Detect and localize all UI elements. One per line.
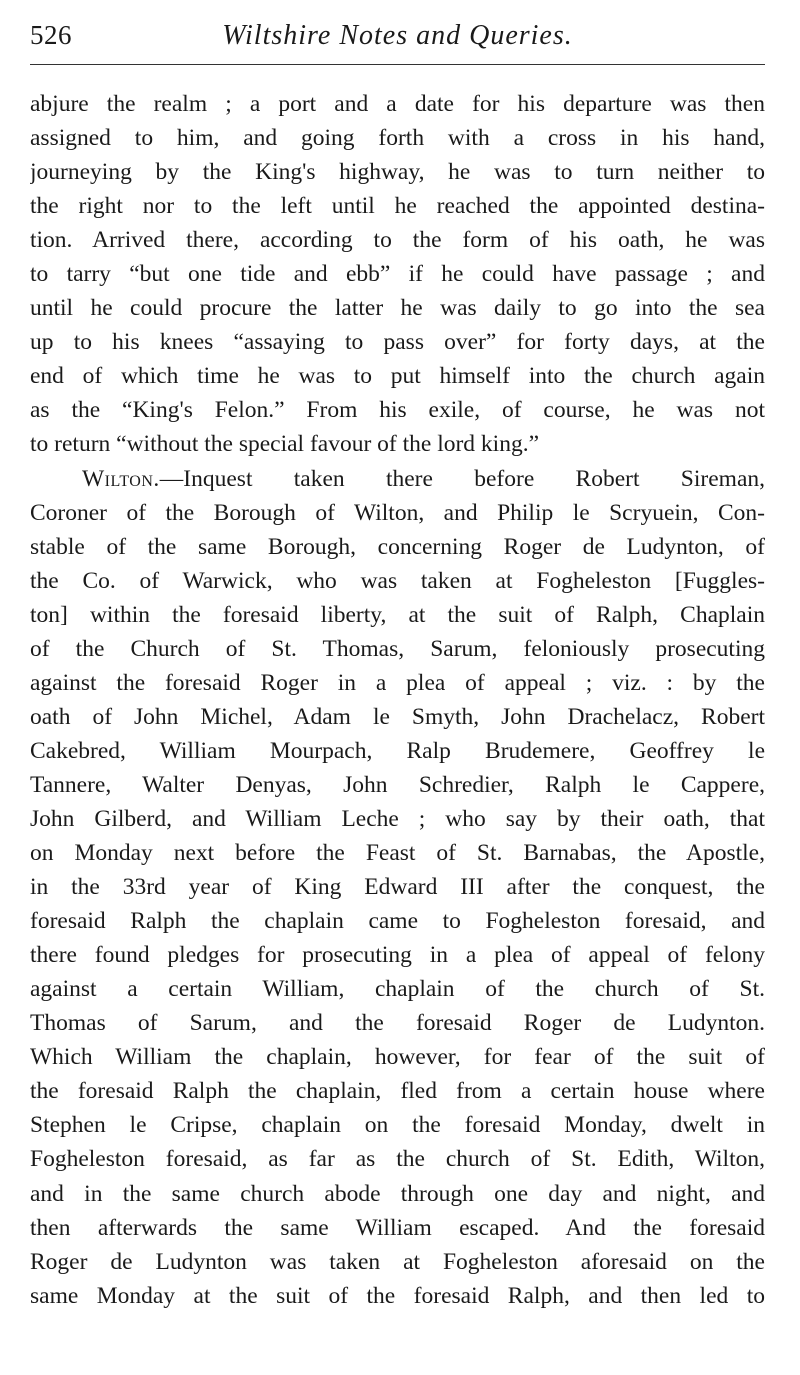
paragraph-1 [30,87,765,462]
text-line: journeying by the King's highway, he was to turn neither to [30,159,765,186]
text-line: on Monday next before the Feast of St. Barnabas, the Apostle, [30,840,765,867]
text-line: tion. Arrived there, according to the form of his oath, he was [30,227,765,254]
text-line: to return “without the special favour of the lord king.” [30,431,540,458]
text-line: the right nor to the left until he reached the appointed destina- [30,193,765,220]
text-line: oath of John Michel, Adam le Smyth, John Drachelacz, Robert [30,703,765,730]
text-line: same Monday at the suit of the foresaid Ralph, and then led to [30,1282,765,1309]
text-line: as the “King's Felon.” From his exile, of course, he was not [30,397,765,424]
text-line: end of which time he was to put himself into the church again [30,363,765,390]
body-text [30,87,765,1313]
paragraph-2 [30,462,765,1313]
text-line: Stephen le Cripse, chaplain on the foresaid Monday, dwelt in [30,1112,765,1139]
page-number: 526 [30,20,72,50]
text-line: Cakebred, William Mourpach, Ralp Brudemere, Geoffrey le [30,737,765,764]
text-line: foresaid Ralph the chaplain came to Fogheleston foresaid, and [30,908,765,935]
text-line: against a certain William, chaplain of the church of St. [30,976,765,1003]
text-line: and in the same church abode through one day and night, and [30,1180,765,1207]
text-line: Roger de Ludynton was taken at Fogheleston aforesaid on the [30,1248,765,1275]
text-line: against the foresaid Roger in a plea of appeal ; viz. : by the [30,669,765,696]
text-line: of the Church of St. Thomas, Sarum, feloniously prosecuting [30,635,765,662]
text-line: Tannere, Walter Denyas, John Schredier, Ralph le Cappere, [30,771,765,798]
text-line: assigned to him, and going forth with a cross in his hand, [30,125,765,152]
text-line: until he could procure the latter he was daily to go into the sea [30,295,765,322]
header-rule [30,64,765,65]
text-line: Coroner of the Borough of Wilton, and Philip le Scryuein, Con- [30,499,765,526]
text-line: then afterwards the same William escaped. And the foresaid [30,1214,765,1241]
text-line: there found pledges for prosecuting in a plea of appeal of felony [30,942,765,969]
text-line: in the 33rd year of King Edward III after the conquest, the [30,874,765,901]
text-line: up to his knees “assaying to pass over” for forty days, at the [30,329,765,356]
page-header [30,14,765,54]
running-title: Wiltshire Notes and Queries. [222,20,573,51]
paragraph-2-first-line [30,462,765,496]
text-line: ton] within the foresaid liberty, at the suit of Ralph, Chaplain [30,601,765,628]
text-line: the Co. of Warwick, who was taken at Fogheleston [Fuggles- [30,567,765,594]
text-line: the foresaid Ralph the chaplain, fled from a certain house where [30,1078,765,1105]
entry-heading-wilton: Wilton. [82,465,160,492]
text-line: Thomas of Sarum, and the foresaid Roger de Ludynton. [30,1010,765,1037]
text-line: Fogheleston foresaid, as far as the church of St. Edith, Wilton, [30,1146,765,1173]
text-line: John Gilberd, and William Leche ; who say by their oath, that [30,805,765,832]
text-line: abjure the realm ; a port and a date for his departure was then [30,91,765,117]
text-line: to tarry “but one tide and ebb” if he could have passage ; and [30,261,765,288]
text-line: Which William the chaplain, however, for fear of the suit of [30,1044,765,1071]
text-line: stable of the same Borough, concerning Roger de Ludynton, of [30,533,765,560]
text-line-rest: —Inquest taken there before Robert Sireman, [159,465,765,492]
